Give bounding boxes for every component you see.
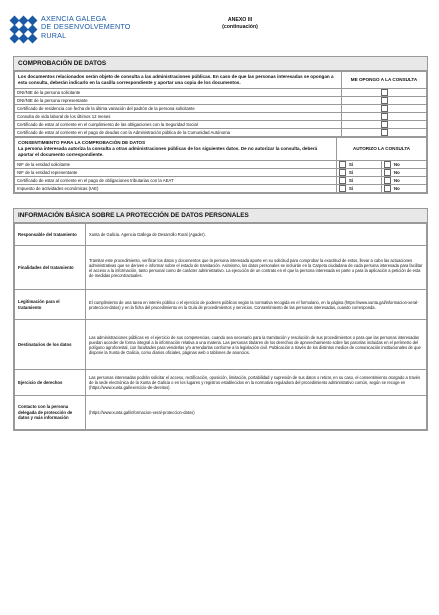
authorize-intro [15,138,337,161]
authorize-no-checkbox[interactable] [384,169,391,176]
annex-title: ANEXO III [227,17,253,23]
authorize-yes-checkbox[interactable] [339,185,346,192]
data-verification-title: COMPROBACIÓN DE DATOS [14,57,427,71]
authorize-item: NIF de la entidad solicitante [15,161,337,169]
annex-heading [200,17,280,31]
privacy-key: Ejercicio de derechos [15,370,86,396]
yes-label: Sí [349,177,354,183]
privacy-value: Las personas interesadas podrán solicitar el acceso, rectificación, oposición, limitación, portabilidad y supresión de sus datos o retirar, en su caso, el consentimiento otorgado a través de la sede electrónica de la Xunta de Galicia o en los lugares y registros establecidos en la normativa reguladora del procedimiento administrativo común, según se recoge en (https://www.xunta.gal/exercicio-de-dereitos) [86,370,427,396]
privacy-key: Finalidades del tratamiento [15,246,86,290]
no-label: No [394,177,400,183]
privacy-key: Contacto con la persona delegada de protección de datos y más información [15,396,86,430]
privacy-value: (https://www.xunta.gal/informacion-xeral-proteccion-datos) [86,396,427,430]
authorize-yes-checkbox[interactable] [339,177,346,184]
data-verification-section [13,56,428,194]
privacy-value: Tramitar este procedimiento, verificar los datos y documentos que la persona interesada aporte en su solicitud para comprobar la exactitud de estos, llevar a cabo las actuaciones administrativas que se deriven e informar sobre el estado de tramitación. Asimismo, los datos personales se incluirán en la Carpeta ciudadana de cada persona interesada para facilitar el acceso a la información, tanto personal como de carácter administrativo. La ejecución de un contrato en el que la persona interesada es parte o para la aplicación a petición de esta de medidas precontractuales. [86,246,427,290]
oppose-item: Certificado de residencia con fecha de la última variación del padrón de la persona solicitante [15,105,342,113]
privacy-key: Legitimación para el tratamiento [15,290,86,320]
privacy-value: Xunta de Galicia. Agencia Gallega de Desarrollo Rural (Agader). [86,224,427,246]
authorize-no-checkbox[interactable] [384,161,391,168]
authorize-no-checkbox[interactable] [384,177,391,184]
authorize-item: Impuesto de actividades económicas (IAE) [15,185,337,193]
no-label: No [394,161,400,167]
oppose-checkbox[interactable] [381,129,388,136]
logo-line: AXENCIA GALEGA [41,14,107,23]
privacy-key: Responsable del tratamiento [15,224,86,246]
oppose-intro: Los documentos relacionados serán objeto de consulta a las administraciones públicas. En caso de que las personas interesadas se opongan a esta consulta, deberán indicarlo en la casilla correspondiente y aportar una copia de los documentos. [15,72,342,89]
oppose-checkbox[interactable] [381,89,388,96]
oppose-item: Certificado de estar al corriente en el pago de deudas con la Administración pública de la Comunidad Autónoma [15,129,342,137]
logo-line: RURAL [41,30,67,40]
authorize-header: AUTORIZO LA CONSULTA [337,138,427,161]
oppose-item: Certificado de estar al corriente en el cumplimiento de las obligaciones con la Seguridad Social [15,121,342,129]
oppose-table [14,71,427,137]
authorize-no-checkbox[interactable] [384,185,391,192]
oppose-header: ME OPONGO A LA CONSULTA [342,72,427,89]
authorize-yes-checkbox[interactable] [339,161,346,168]
authorize-item: Certificado de estar al corriente en el pago de obligaciones tributarias con la AEAT [15,177,337,185]
logo-emblem-icon [10,16,36,42]
oppose-checkbox[interactable] [381,113,388,120]
no-label: No [394,169,400,175]
privacy-table [14,223,427,430]
yes-label: Sí [349,169,354,175]
privacy-value: Las administraciones públicas en el ejercicio de sus competencias, cuando sea necesario para la tramitación y resolución de sus procedimientos o para que las personas interesadas puedan acceder de forma integral a la información relativa a una materia. Las personas titulares de los derechos de aprovechamiento sobre las parcelas incluidas en el perímetro del polígono agroforestal, con facultades para venderlas y/o arrendarlas conforme a la legislación civil. Publicación a través de los distintos medios de comunicación institucionales de que dispone la Xunta de Galicia, como diarios oficiales, páginas web o tablones de anuncios. [86,320,427,370]
no-label: No [394,185,400,191]
authorize-yes-checkbox[interactable] [339,169,346,176]
privacy-section [13,208,428,431]
oppose-checkbox[interactable] [381,105,388,112]
authorize-text: La persona interesada autoriza la consulta a otras administraciones públicas de los siguientes datos. De no autorizar la consulta, deberá aportar el documento correspondiente. [18,146,318,157]
yes-label: Sí [349,185,354,191]
yes-label: Sí [349,161,354,167]
privacy-key: Destinatarios de los datos [15,320,86,370]
oppose-item: Consulta de vida laboral de los últimos 12 meses [15,113,342,121]
authorize-item: NIF de la entidad representante [15,169,337,177]
authorize-title: CONSENTIMIENTO PARA LA COMPROBACIÓN DE DATOS [18,140,146,145]
logo-line: DE DESENVOLVEMENTO [41,22,131,32]
oppose-checkbox[interactable] [381,121,388,128]
oppose-item: DNI/NIE de la persona solicitante [15,89,342,97]
privacy-title: INFORMACIÓN BÁSICA SOBRE LA PROTECCIÓN DE DATOS PERSONALES [14,209,427,223]
authorize-table [14,137,427,193]
xunta-logo [10,15,130,49]
oppose-checkbox[interactable] [381,97,388,104]
oppose-item: DNI/NIE de la persona representante [15,97,342,105]
annex-subtitle: (continuación) [222,24,258,30]
privacy-value: El cumplimiento de una tarea en interés público o el ejercicio de poderes públicos según la normativa recogida en el formulario, en la página (https://www.xunta.gal/informacion-xeral-proteccion-datos) y en la ficha del procedimiento en la Guía de procedimientos y servicios. Consentimiento de las personas interesadas, cuando corresponda. [86,290,427,320]
